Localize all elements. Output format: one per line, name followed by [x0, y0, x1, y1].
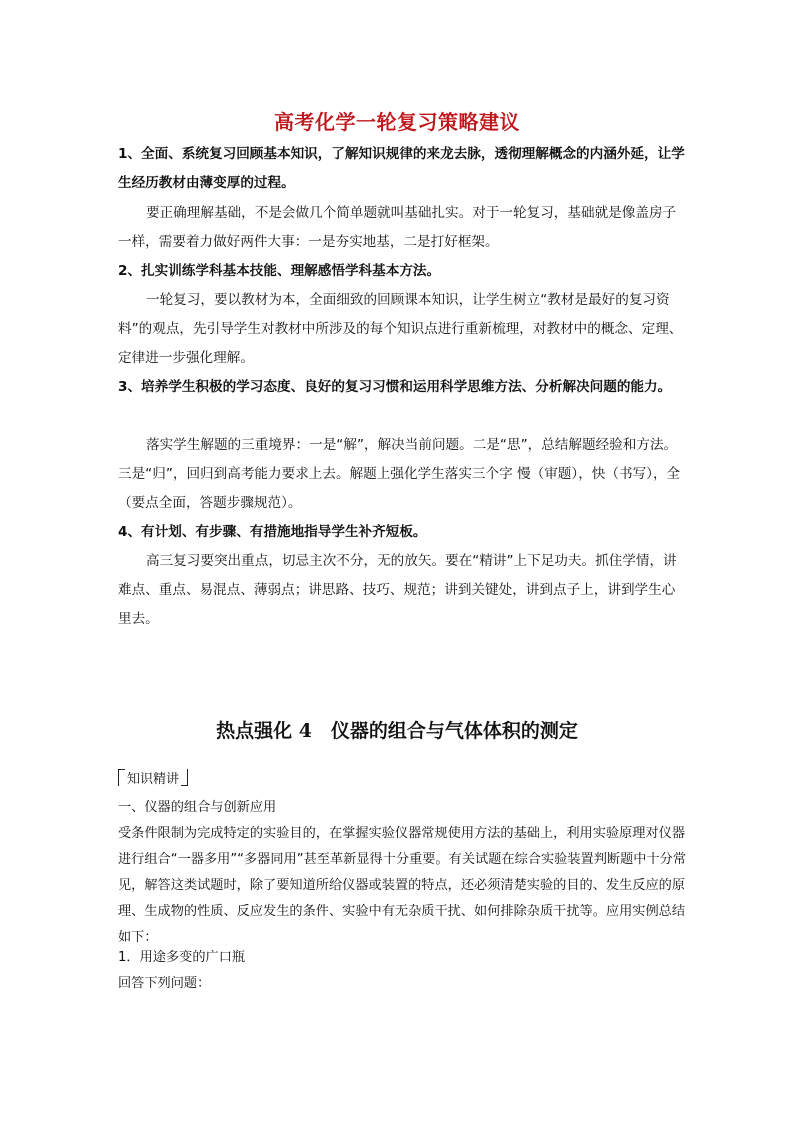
- knowledge-tag: [118, 768, 188, 787]
- section-1-heading: 1、全面、系统复习回顾基本知识，了解知识规律的来龙去脉，透彻理解概念的内涵外延，让学生经历教材由薄变厚的过程。: [118, 146, 685, 191]
- section-4-heading: 4、有计划、有步骤、有措施地指导学生补齐短板。: [118, 524, 427, 540]
- section-2-heading: 2、扎实训练学科基本技能、理解感悟学科基本方法。: [118, 263, 441, 279]
- corner-bracket-left-icon: [118, 769, 125, 786]
- section-3-paragraph: 落实学生解题的三重境界：一是“解”，解决当前问题。二是“思”，总结解题经验和方法。三是“归”，回归到高考能力要求上去。解题上强化学生落实三个字 慢（审题），快（书写），全（要点全面，答题步骤规范）。: [118, 437, 681, 511]
- section-1-paragraph: 要正确理解基础，不是会做几个简单题就叫基础扎实。对于一轮复习，基础就是像盖房子一样，需要着力做好两件大事：一是夯实地基，二是打好框架。: [118, 205, 677, 250]
- list-item-1-prompt: 回答下列问题：: [118, 976, 211, 991]
- subsection-paragraph: 受条件限制为完成特定的实验目的，在掌握实验仪器常规使用方法的基础上，利用实验原理对仪器进行组合“一器多用”“多器同用”甚至革新显得十分重要。有关试题在综合实验装置判断题中十分常见，解答这类试题时，除了要知道所给仪器或装置的特点，还必须清楚实验的目的、发生反应的原理、生成物的性质、反应发生的条件、实验中有无杂质干扰、如何排除杂质干扰等。应用实例总结如下：: [118, 826, 687, 945]
- hotspot-section-title: 热点强化 4 仪器的组合与气体体积的测定: [216, 720, 578, 742]
- knowledge-tag-label: 知识精讲: [127, 772, 180, 787]
- list-item-1: 1．用途多变的广口瓶: [118, 950, 246, 965]
- subsection-heading: 一、仪器的组合与创新应用: [118, 800, 277, 815]
- document-title: 高考化学一轮复习策略建议: [274, 110, 520, 134]
- section-2-paragraph: 一轮复习，要以教材为本，全面细致的回顾课本知识，让学生树立“教材是最好的复习资料”的观点，先引导学生对教材中所涉及的每个知识点进行重新梳理，对教材中的概念、定理、定律进一步强化理解。: [118, 292, 683, 366]
- section-4-paragraph: 高三复习要突出重点，切忌主次不分，无的放矢。要在“精讲”上下足功夫。抓住学情，讲难点、重点、易混点、薄弱点；讲思路、技巧、规范；讲到关键处，讲到点子上，讲到学生心里去。: [118, 553, 677, 627]
- corner-bracket-right-icon: [181, 769, 188, 786]
- section-3-heading: 3、培养学生积极的学习态度、良好的复习习惯和运用科学思维方法、分析解决问题的能力。: [118, 379, 672, 395]
